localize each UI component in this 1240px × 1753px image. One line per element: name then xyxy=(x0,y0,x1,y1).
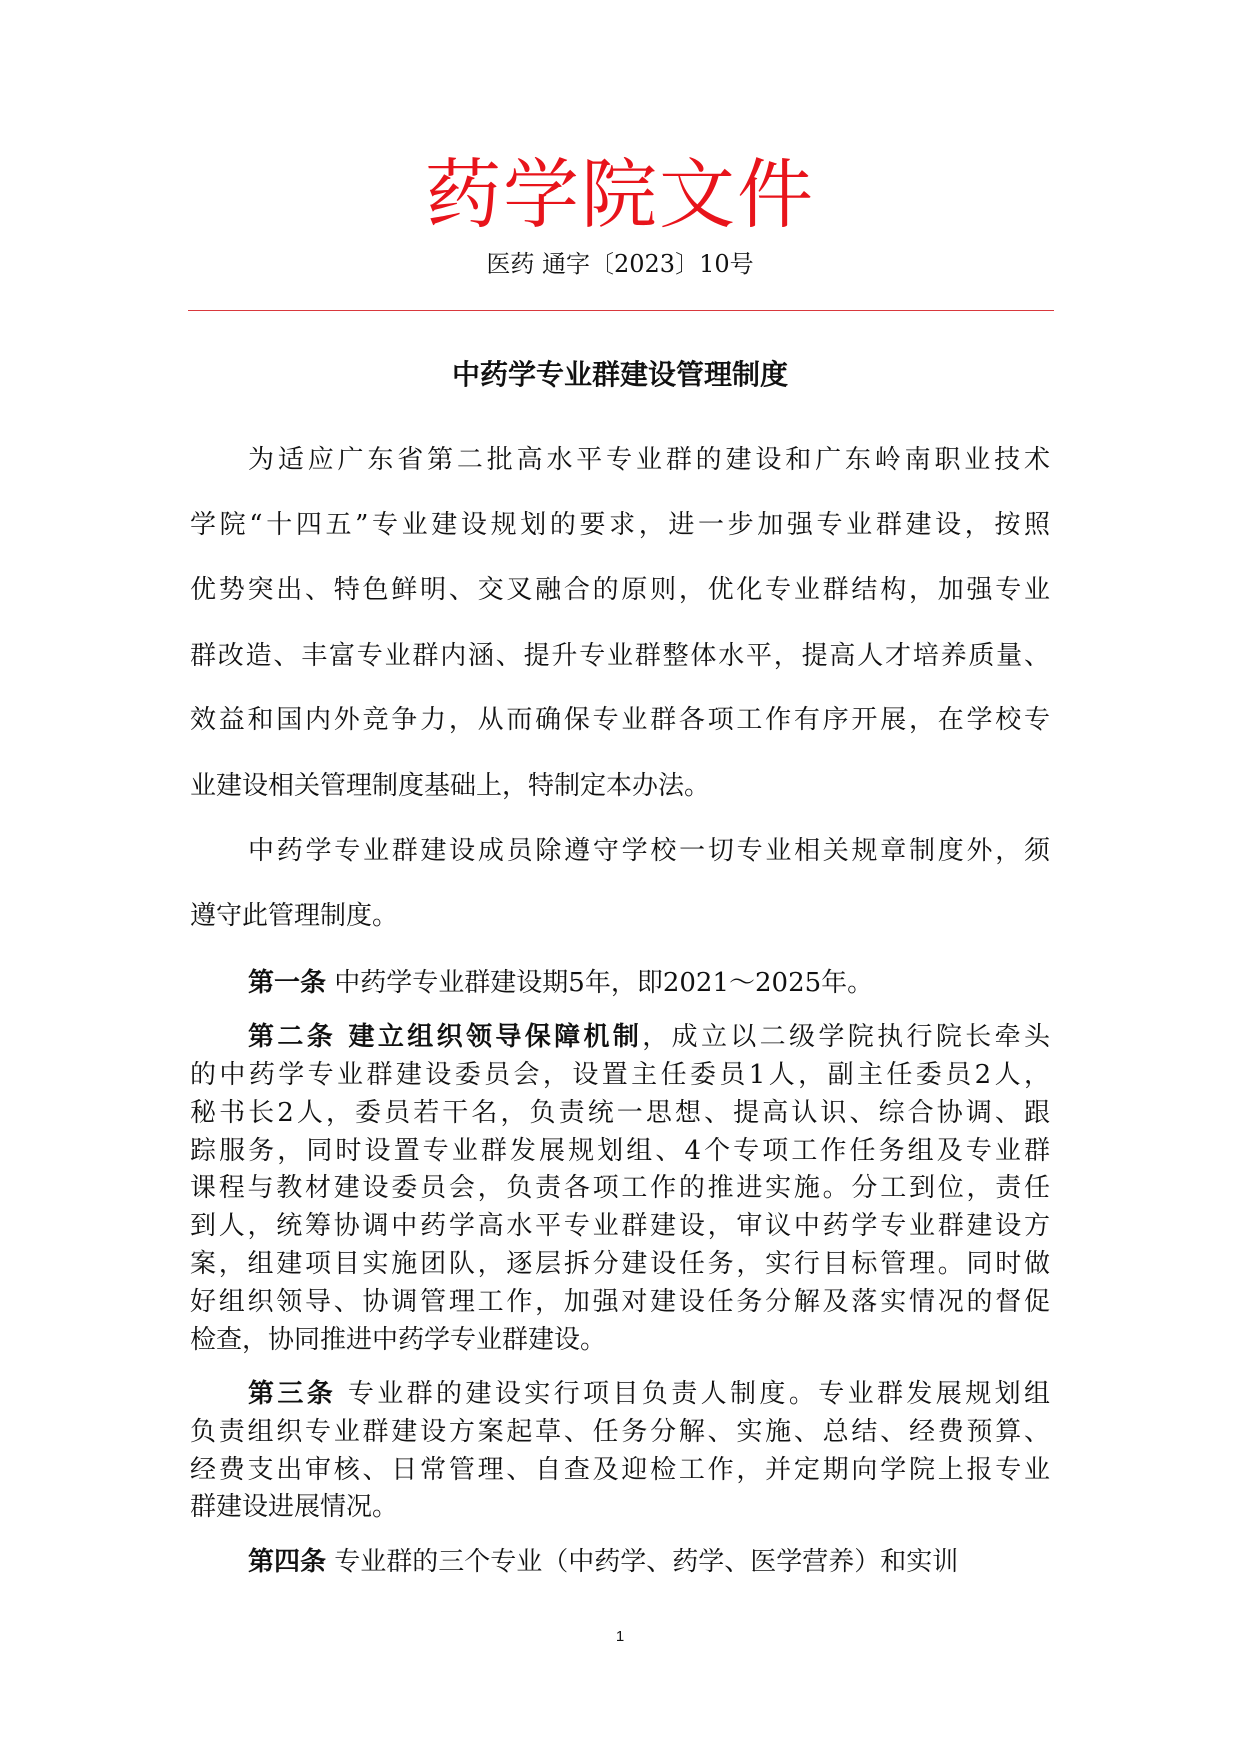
line-text: 群建设进展情况。 xyxy=(190,1492,399,1522)
paragraph-1-line xyxy=(190,507,1050,543)
document-heading: 中药学专业群建设管理制度 xyxy=(451,358,788,391)
line-text: 经费支出审核、日常管理、自查及迎检工作，并定期向学院上报专业 xyxy=(190,1455,1050,1485)
article-label: 第四条 xyxy=(248,1547,327,1577)
paragraph-4-line xyxy=(190,1208,1050,1244)
line-text: 专业群的三个专业（中药学、药学、医学营养）和实训 xyxy=(326,1547,959,1577)
article-label: 第二条 建立组织领导保障机制 xyxy=(248,1022,643,1052)
line-text: ，成立以二级学院执行院长牵头 xyxy=(642,1022,1050,1052)
line-text: 秘书长2人，委员若干名，负责统一思想、提高认识、综合协调、跟 xyxy=(190,1098,1050,1128)
document-number: 医药 通字〔2023〕10号 xyxy=(486,250,754,278)
document-header-title: 药学院文件 xyxy=(425,150,815,239)
line-text: 遵守此管理制度。 xyxy=(190,901,399,931)
line-text: 踪服务，同时设置专业群发展规划组、4个专项工作任务组及专业群 xyxy=(190,1136,1050,1166)
line-text: 好组织领导、协调管理工作，加强对建设任务分解及落实情况的督促 xyxy=(190,1287,1050,1317)
line-text: 群改造、丰富专业群内涵、提升专业群整体水平，提高人才培养质量、 xyxy=(190,641,1050,671)
paragraph-1-line xyxy=(248,442,1050,478)
page-number: 1 xyxy=(615,1628,625,1645)
line-text: 课程与教材建设委员会，负责各项工作的推进实施。分工到位，责任 xyxy=(190,1173,1050,1203)
line-text: 业建设相关管理制度基础上，特制定本办法。 xyxy=(190,771,711,801)
paragraph-1-line xyxy=(190,702,1050,738)
line-text: 效益和国内外竞争力，从而确保专业群各项工作有序开展，在学校专 xyxy=(190,705,1050,735)
line-text: 中药学专业群建设成员除遵守学校一切专业相关规章制度外，须 xyxy=(248,836,1050,866)
paragraph-4-line xyxy=(190,1133,1050,1169)
line-text: 案，组建项目实施团队，逐层拆分建设任务，实行目标管理。同时做 xyxy=(190,1249,1050,1279)
line-text: 中药学专业群建设期5年，即2021～2025年。 xyxy=(326,968,874,998)
line-text: 为适应广东省第二批高水平专业群的建设和广东岭南职业技术 xyxy=(248,445,1050,475)
paragraph-4-line xyxy=(190,1170,1050,1206)
paragraph-5-line xyxy=(190,1414,1050,1450)
paragraph-4-line xyxy=(190,1095,1050,1131)
line-text: 的中药学专业群建设委员会，设置主任委员1人，副主任委员2人， xyxy=(190,1060,1050,1090)
paragraph-5-line xyxy=(190,1452,1050,1488)
paragraph-4-line xyxy=(190,1246,1050,1282)
paragraph-4-line xyxy=(190,1057,1050,1093)
paragraph-4-line xyxy=(248,1019,1050,1055)
red-divider xyxy=(188,310,1054,311)
paragraph-1-line xyxy=(190,638,1050,674)
line-text: 检查，协同推进中药学专业群建设。 xyxy=(190,1325,607,1355)
paragraph-3-line xyxy=(248,965,1050,1001)
paragraph-4-line xyxy=(190,1322,1050,1358)
paragraph-5-line xyxy=(248,1376,1050,1412)
line-text: 到人，统筹协调中药学高水平专业群建设，审议中药学专业群建设方 xyxy=(190,1211,1050,1241)
line-text: 负责组织专业群建设方案起草、任务分解、实施、总结、经费预算、 xyxy=(190,1417,1050,1447)
article-label: 第一条 xyxy=(248,968,327,998)
line-text: 专业群的建设实行项目负责人制度。专业群发展规划组 xyxy=(336,1379,1050,1409)
paragraph-1-line xyxy=(190,768,1050,804)
line-text: 学院“十四五”专业建设规划的要求，进一步加强专业群建设，按照 xyxy=(190,510,1050,540)
article-label: 第三条 xyxy=(248,1379,337,1409)
line-text: 优势突出、特色鲜明、交叉融合的原则，优化专业群结构，加强专业 xyxy=(190,575,1050,605)
paragraph-2-line xyxy=(190,898,1050,934)
paragraph-5-line xyxy=(190,1489,1050,1525)
paragraph-1-line xyxy=(190,572,1050,608)
paragraph-2-line xyxy=(248,833,1050,869)
paragraph-6-line xyxy=(248,1544,1050,1580)
paragraph-4-line xyxy=(190,1284,1050,1320)
